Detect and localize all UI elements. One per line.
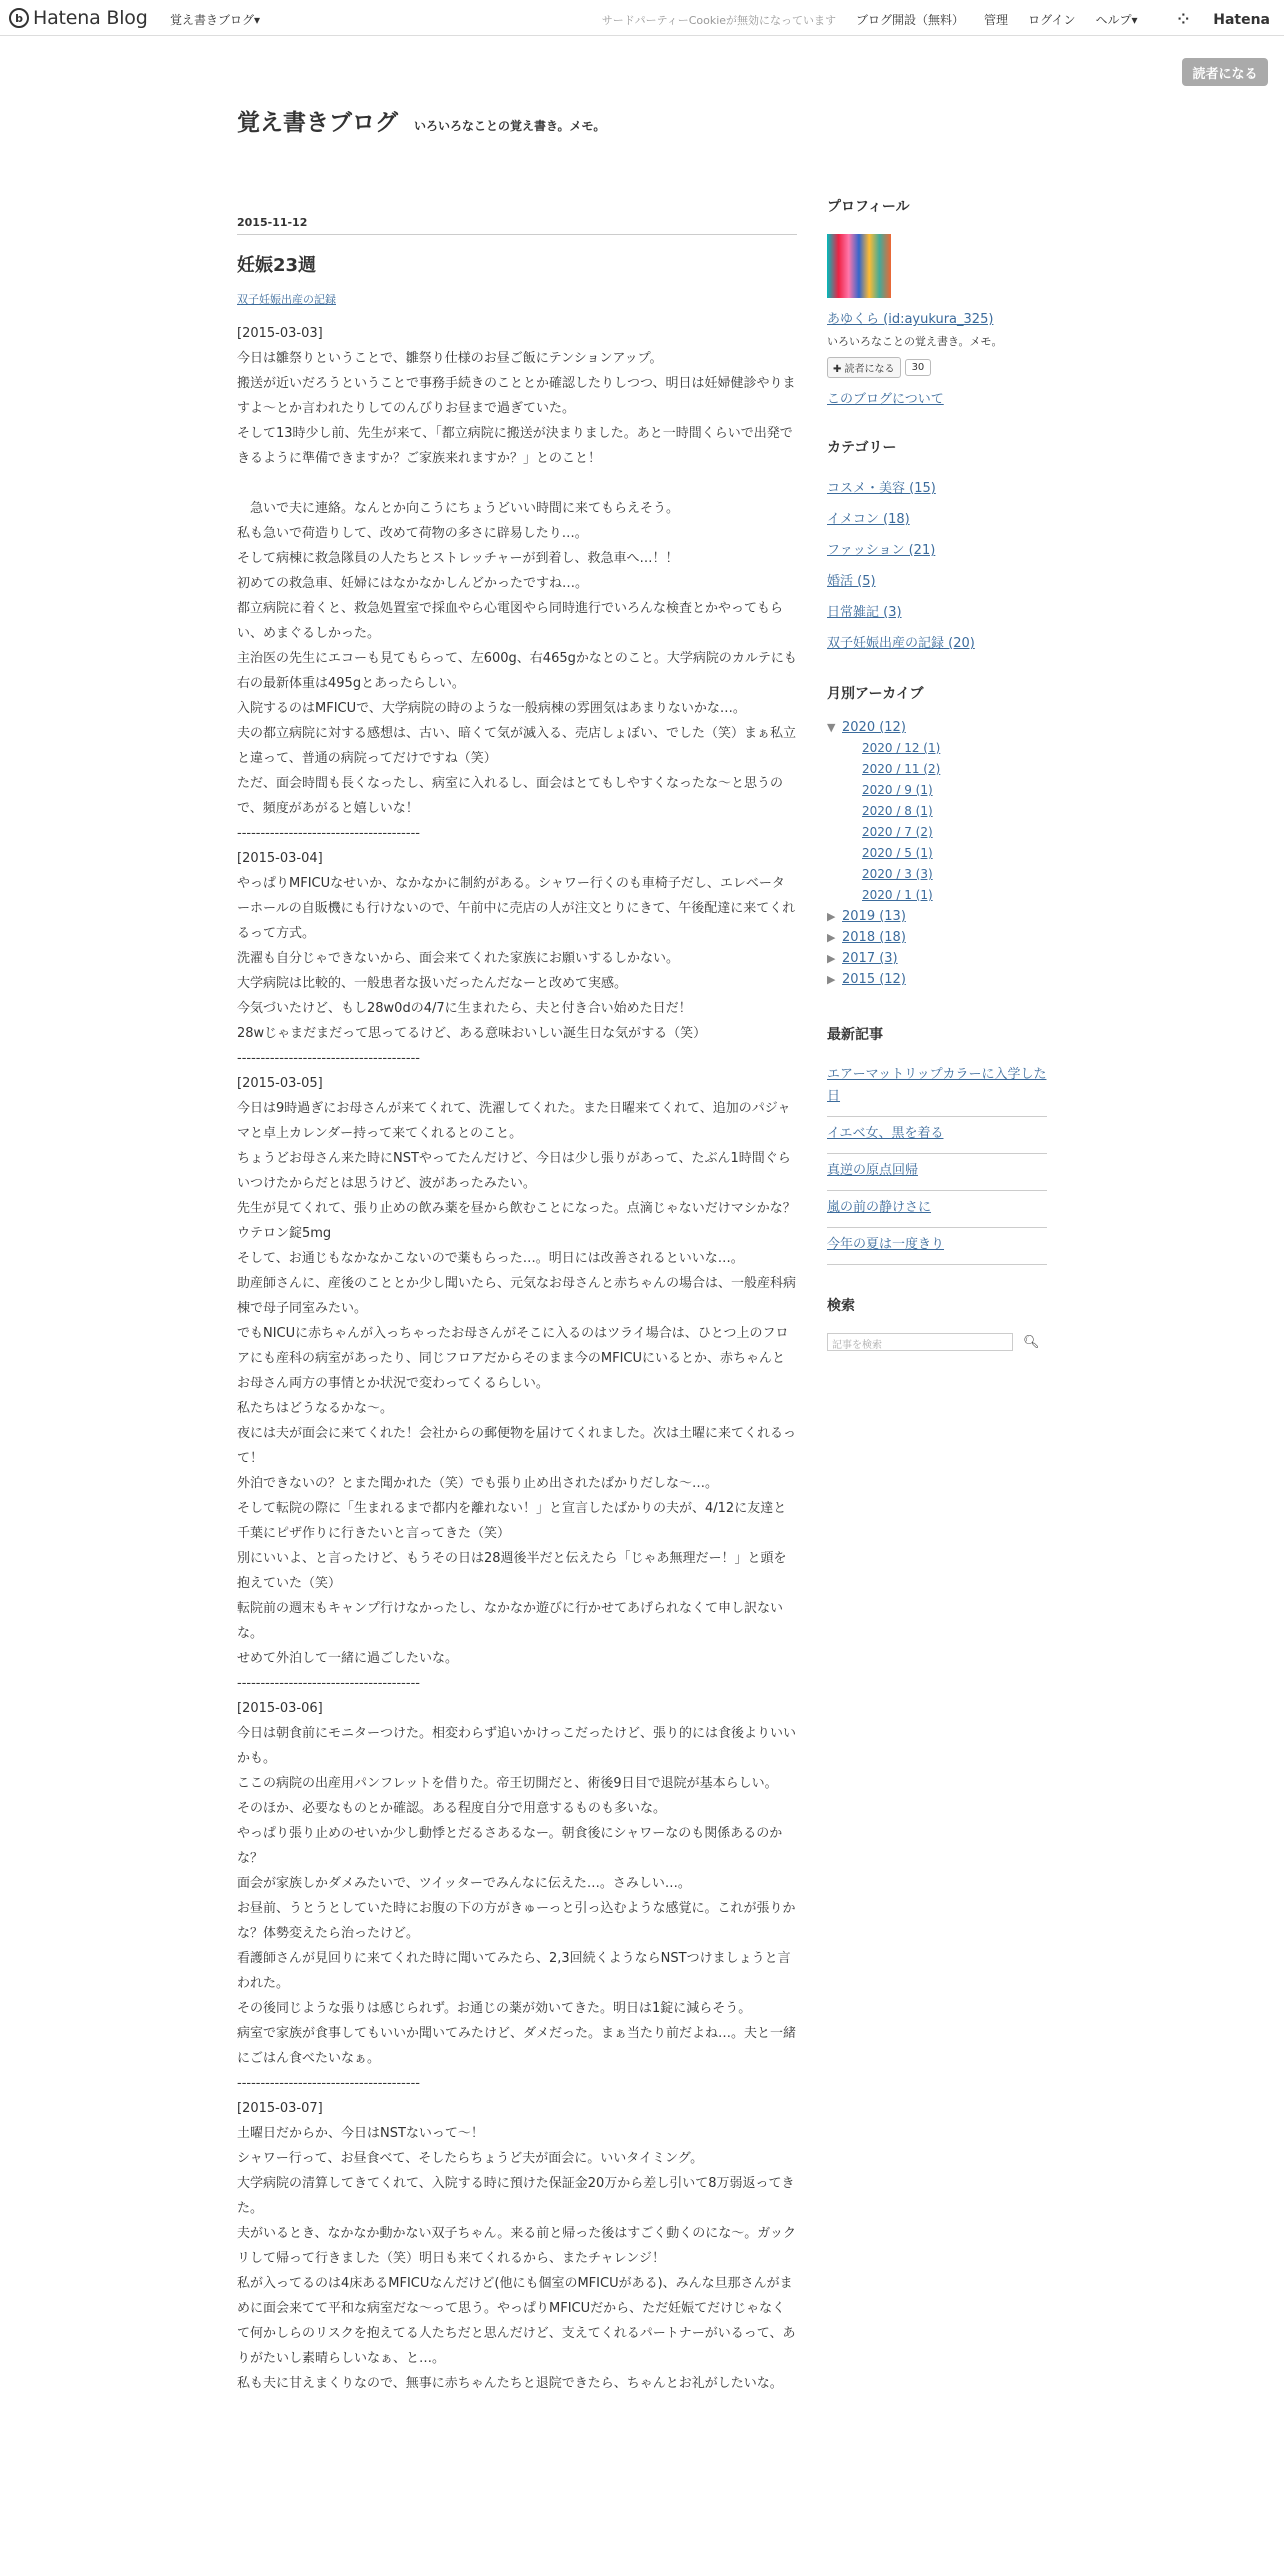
entry-paragraph: --------------------------------------- [237, 1676, 420, 1691]
archive-month-link[interactable]: 2020 / 12 (1) [862, 741, 941, 755]
entry-paragraph: [2015-03-04] [237, 851, 323, 866]
entry-paragraph: 夫の都立病院に対する感想は、古い、暗くて気が滅入る、売店しょぼい、でした（笑）まぁ私立と違って、普通の病院ってだけですね（笑） [237, 726, 797, 766]
entry-paragraph: やっぱり張り止めのせいか少し動悸とだるさあるなー。朝食後にシャワーなのも関係あるのかな？ [237, 1826, 783, 1866]
hatena-blog-logo[interactable] [9, 7, 148, 29]
entry-paragraph: 病室で家族が食事してもいいか聞いてみたけど、ダメだった。まぁ当たり前だよね…。夫と一緒にごはん食べたいなぁ。 [237, 2026, 797, 2066]
entry-paragraph: 28wじゃまだまだって思ってるけど、ある意味おいしい誕生日な気がする（笑） [237, 1026, 707, 1041]
archive-year-link[interactable]: 2018 (18) [842, 930, 906, 945]
entry-paragraph: 看護師さんが見回りに来てくれた時に聞いてみたら、2,3回続くようならNSTつけましょうと言われた。 [237, 1951, 791, 1991]
recent-entries-module [827, 1024, 1047, 1265]
entry-paragraph: ここの病院の出産用パンフレットを借りた。帝王切開だと、術後9日目で退院が基本らしい。 [237, 1776, 778, 1791]
triangle-right-icon[interactable]: ▶ [827, 910, 836, 923]
profile-description: いろいろなことの覚え書き。メモ。 [827, 335, 1003, 348]
category-heading: カテゴリー [827, 440, 897, 456]
blog-header [237, 104, 605, 137]
blog-description: いろいろなことの覚え書き。メモ。 [414, 119, 606, 133]
search-module [827, 1295, 1047, 1351]
entry-paragraph: 私も急いで荷造りして、改めて荷物の多さに辟易したり…。 [237, 526, 588, 541]
archive-month-link[interactable]: 2020 / 8 (1) [862, 804, 933, 818]
profile-module [827, 196, 1047, 407]
triangle-right-icon[interactable]: ▶ [827, 952, 836, 965]
category-link[interactable]: 日常雑記 (3) [827, 605, 902, 620]
archive-module [827, 683, 1047, 990]
recent-entry-link[interactable]: 真逆の原点回帰 [827, 1163, 919, 1178]
category-module [827, 437, 1047, 659]
entry-paragraph: ちょうどお母さん来た時にNSTやってたんだけど、今日は少し張りがあって、たぶん1時間ぐらいつけたからだとは思うけど、波があったみたい。 [237, 1151, 791, 1191]
entry-paragraph: せめて外泊して一緒に過ごしたいな。 [237, 1651, 459, 1666]
entry-paragraph: 初めての救急車、妊婦にはなかなかしんどかったですね…。 [237, 576, 589, 591]
entry-paragraph: 助産師さんに、産後のこととか少し聞いたら、元気なお母さんと赤ちゃんの場合は、一般産科病棟で母子同室みたい。 [237, 1276, 797, 1316]
logo-text: Hatena Blog [33, 7, 148, 29]
profile-heading: プロフィール [827, 199, 910, 215]
entry-paragraph: --------------------------------------- [237, 1051, 420, 1066]
admin-link[interactable]: 管理 [984, 13, 1009, 27]
entry-paragraph: でもNICUに赤ちゃんが入っちゃったお母さんがそこに入るのはツライ場合は、ひとつ上のフロアにも産科の病室があったり、同じフロアだからそのまま今のMFICUにいるとか、赤ちゃんとお母さん両方の事情とか状況で変わってくるらしい。 [237, 1326, 789, 1391]
recent-entry-link[interactable]: 嵐の前の静けさに [827, 1200, 932, 1215]
entry-body [237, 321, 797, 2396]
category-link[interactable]: イメコン (18) [827, 512, 910, 527]
entry-paragraph: 私たちはどうなるかな〜。 [237, 1401, 394, 1416]
subscribe-button[interactable]: 読者になる [1182, 58, 1268, 86]
entry-paragraph: 夜には夫が面会に来てくれた！会社からの郵便物を届けてくれました。次は土曜に来てくれるって！ [237, 1426, 797, 1466]
archive-month-link[interactable]: 2020 / 3 (3) [862, 867, 933, 881]
archive-year-link[interactable]: 2019 (13) [842, 909, 906, 924]
entry-paragraph: そして、お通じもなかなかこないので薬もらった…。明日には改善されるといいな…。 [237, 1251, 744, 1266]
help-dropdown[interactable]: ヘルプ▾ [1095, 13, 1138, 27]
profile-user-link[interactable]: あゆくら (id:ayukura_325) [827, 312, 994, 327]
search-heading: 検索 [827, 1298, 855, 1314]
entry-paragraph: [2015-03-03] [237, 326, 323, 341]
entry-paragraph: そして13時少し前、先生が来て、「都立病院に搬送が決まりました。あと一時間くらいで出発できるように準備できますか？ご家族来れますか？」とのこと！ [237, 426, 793, 466]
entry-paragraph: 私が入ってるのは4床あるMFICUなんだけど(他にも個室のMFICUがある)、みんな旦那さんがまめに面会来てて平和な病室だな〜って思う。やっぱりMFICUだから、ただ妊娠てだけじゃなくて何かしらのリスクを抱えてる人たちだと思んだけど、支えてくれるパートナーがいるって、ありがたいし素晴らしいなぁ、と…。 [237, 2276, 796, 2366]
entry-paragraph: 面会が家族しかダメみたいで、ツイッターでみんなに伝えた…。さみしい…。 [237, 1876, 691, 1891]
entry-paragraph: --------------------------------------- [237, 2076, 420, 2091]
entry-paragraph: 転院前の週末もキャンプ行けなかったし、なかなか遊びに行かせてあげられなくて申し訳ないな。 [237, 1601, 784, 1641]
hatena-brand-text: Hatena [1213, 11, 1270, 28]
hatena-brand-link[interactable] [1158, 12, 1271, 28]
entry-paragraph: --------------------------------------- [237, 826, 420, 841]
entry-paragraph: 今日は朝食前にモニターつけた。相変わらず追いかけっこだったけど、張り的には食後よりいいかも。 [237, 1726, 797, 1766]
entry-paragraph: 今気づいたけど、もし28w0dの4/7に生まれたら、夫と付き合い始めた日だ！ [237, 1001, 692, 1016]
entry-paragraph: お昼前、うとうとしていた時にお腹の下の方がきゅーっと引っ込むような感覚に。これが張りかな？体勢変えたら治ったけど。 [237, 1901, 796, 1941]
entry-paragraph: そのほか、必要なものとか確認。ある程度自分で用意するものも多いな。 [237, 1801, 667, 1816]
entry-date[interactable]: 2015-11-12 [237, 216, 797, 235]
entry-paragraph: 私も夫に甘えまくりなので、無事に赤ちゃんたちと退院できたら、ちゃんとお礼がしたいな。 [237, 2376, 783, 2391]
entry-paragraph: 土曜日だからか、今日はNSTないって〜！ [237, 2126, 484, 2141]
search-icon[interactable]: 🔍︎ [1023, 1334, 1040, 1350]
triangle-right-icon[interactable]: ▶ [827, 931, 836, 944]
entry [237, 216, 797, 2396]
entry-paragraph: その後同じような張りは感じられず。お通じの薬が効いてきた。明日は1錠に減らそう。 [237, 2001, 752, 2016]
entry-paragraph: 外泊できないの？とまた聞かれた（笑）でも張り止め出されたばかりだしな〜…。 [237, 1476, 719, 1491]
sidebar [827, 196, 1047, 1375]
entry-paragraph: 別にいいよ、と言ったけど、もうその日は28週後半だと伝えたら「じゃあ無理だー！」と頭を抱えていた（笑） [237, 1551, 787, 1591]
archive-month-link[interactable]: 2020 / 11 (2) [862, 762, 941, 776]
about-blog-link[interactable]: このブログについて [827, 392, 944, 407]
entry-paragraph: 大学病院は比較的、一般患者な扱いだったんだなーと改めて実感。 [237, 976, 628, 991]
archive-month-link[interactable]: 2020 / 7 (2) [862, 825, 933, 839]
recent-heading: 最新記事 [827, 1027, 883, 1043]
category-link[interactable]: コスメ・美容 (15) [827, 481, 936, 496]
archive-year-link[interactable]: 2015 (12) [842, 972, 906, 987]
recent-entry-link[interactable]: イエベ女、黒を着る [827, 1126, 944, 1141]
blog-title[interactable]: 覚え書きブログ [237, 110, 398, 136]
entry-category-link[interactable]: 双子妊娠出産の記録 [237, 293, 336, 306]
archive-year-link[interactable]: 2020 (12) [842, 720, 906, 735]
blog-menu-dropdown[interactable]: 覚え書きブログ▾ [170, 13, 261, 27]
entry-paragraph [237, 471, 797, 496]
triangle-right-icon[interactable]: ▶ [827, 973, 836, 986]
login-link[interactable]: ログイン [1028, 13, 1076, 27]
entry-paragraph: [2015-03-05] [237, 1076, 323, 1091]
entry-paragraph: 急いで夫に連絡。なんとか向こうにちょうどいい時間に来てもらえそう。 [237, 501, 680, 516]
profile-subscribe-button[interactable]: ✚ 読者になる [827, 357, 901, 378]
search-input[interactable]: 記事を検索 [827, 1333, 1013, 1351]
entry-paragraph: 夫がいるとき、なかなか動かない双子ちゃん。来る前と帰った後はすごく動くのにな〜。ガックリして帰って行きました（笑）明日も来てくれるから、またチャレンジ！ [237, 2226, 797, 2266]
subscriber-count[interactable]: 30 [905, 359, 932, 376]
entry-paragraph: 今日は雛祭りということで、雛祭り仕様のお昼ご飯にテンションアップ。 [237, 351, 663, 366]
entry-paragraph: 都立病院に着くと、救急処置室で採血やら心電図やら同時進行でいろんな検査とかやってもらい、めまぐるしかった。 [237, 601, 784, 641]
open-blog-link[interactable]: ブログ開設（無料） [856, 13, 965, 27]
category-link[interactable]: 婚活 (5) [827, 574, 876, 589]
entry-paragraph: そして転院の際に「生まれるまで都内を離れない！」と宣言したばかりの夫が、4/12に友達と千葉にピザ作りに行きたいと言ってきた（笑） [237, 1501, 787, 1541]
entry-paragraph: 大学病院の清算してきてくれて、入院する時に預けた保証金20万から差し引いて8万弱返ってきた。 [237, 2176, 795, 2216]
entry-paragraph: ただ、面会時間も長くなったし、病室に入れるし、面会はとてもしやすくなったな〜と思うので、頻度があがると嬉しいな！ [237, 776, 784, 816]
cookie-notice[interactable]: サードパーティーCookieが無効になっています [601, 13, 837, 27]
hatena-logo-icon: b [9, 8, 29, 28]
entry-title[interactable]: 妊娠23週 [237, 255, 317, 276]
entry-paragraph: やっぱりMFICUなせいか、なかなかに制約がある。シャワー行くのも車椅子だし、エレベーターホールの自販機にも行けないので、午前中に売店の人が注文とりにきて、午後配達に来てくれるって方式。 [237, 876, 796, 941]
category-link[interactable]: 双子妊娠出産の記録 (20) [827, 636, 975, 651]
triangle-down-icon[interactable]: ▼ [827, 721, 836, 734]
entry-paragraph: そして病棟に救急隊員の人たちとストレッチャーが到着し、救急車へ…！！ [237, 551, 679, 566]
profile-avatar[interactable] [827, 234, 891, 298]
entry-paragraph: [2015-03-06] [237, 1701, 323, 1716]
entry-paragraph: 入院するのはMFICUで、大学病院の時のような一般病棟の雰囲気はあまりないかな…。 [237, 701, 746, 716]
archive-month-link[interactable]: 2020 / 5 (1) [862, 846, 933, 860]
archive-month-link[interactable]: 2020 / 1 (1) [862, 888, 933, 902]
entry-paragraph: ウテロン錠5mg [237, 1226, 332, 1241]
category-link[interactable]: ファッション (21) [827, 543, 936, 558]
archive-month-link[interactable]: 2020 / 9 (1) [862, 783, 933, 797]
entry-paragraph: 搬送が近いだろうということで事務手続きのこととか確認したりしつつ、明日は妊婦健診やりますよ〜とか言われたりしてのんびりお昼まで過ぎていた。 [237, 376, 796, 416]
entry-paragraph: [2015-03-07] [237, 2101, 323, 2116]
hatena-mark-icon: ⁘ [1177, 11, 1190, 28]
entry-paragraph: 洗濯も自分じゃできないから、面会来てくれた家族にお願いするしかない。 [237, 951, 680, 966]
archive-year-link[interactable]: 2017 (3) [842, 951, 898, 966]
archive-heading: 月別アーカイブ [827, 686, 924, 702]
entry-paragraph: 主治医の先生にエコーも見てもらって、左600g、右465gかなとのこと。大学病院のカルテにも右の最新体重は495gとあったらしい。 [237, 651, 797, 691]
recent-entry-link[interactable]: エアーマットリップカラーに入学した日 [827, 1067, 1047, 1104]
entry-paragraph: 今日は9時過ぎにお母さんが来てくれて、洗濯してくれた。また日曜来てくれて、追加のパジャマと卓上カレンダー持って来てくれるとのこと。 [237, 1101, 791, 1141]
entry-paragraph: シャワー行って、お昼食べて、そしたらちょうど夫が面会に。いいタイミング。 [237, 2151, 704, 2166]
recent-entry-link[interactable]: 今年の夏は一度きり [827, 1237, 945, 1252]
entry-paragraph: 先生が見てくれて、張り止めの飲み薬を昼から飲むことになった。点滴じゃないだけマシかな？ [237, 1201, 796, 1216]
global-header [0, 0, 1284, 36]
